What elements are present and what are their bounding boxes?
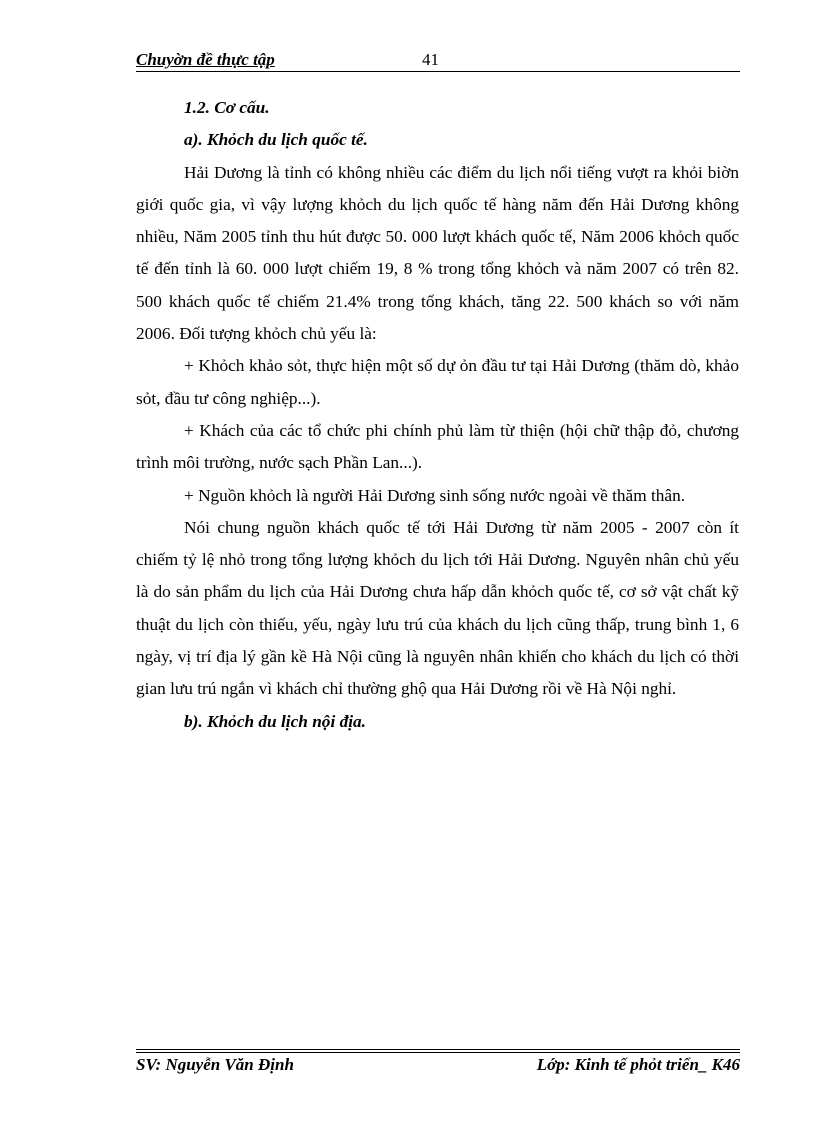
section-heading: 1.2. Cơ cấu. <box>184 98 270 117</box>
paragraph: Nói chung nguồn khách quốc tế tới Hải Dương từ năm 2005 - 2007 còn ít chiếm tỷ lệ nhỏ trong tổng lượng khỏch du lịch tới Hải Dương. Nguyên nhân chủ yếu là do sản phẩm du lịch của Hải Dương chưa hấp dẫn khỏch quốc tế, cơ sở vật chất kỹ thuật du lịch còn thiếu, yếu, ngày lưu trú của khách du lịch cũng thấp, trung bình 1, 6 ngày, vị trí địa lý gần kề Hà Nội cũng là nguyên nhân khiến cho khách du lịch có thời gian lưu trú ngắn vì khách chỉ thường ghộ qua Hải Dương rồi về Hà Nội nghỉ. <box>136 517 739 699</box>
bullet-item: + Khách của các tổ chức phi chính phủ làm từ thiện (hội chữ thập đỏ, chương trình môi trường, nước sạch Phần Lan...). <box>136 420 739 473</box>
bullet-item: + Nguồn khỏch là người Hải Dương sinh sống nước ngoài về thăm thân. <box>184 485 686 505</box>
header-divider <box>136 71 740 72</box>
page-number: 41 <box>422 50 439 69</box>
footer-divider <box>136 1052 740 1053</box>
page-header <box>136 50 740 72</box>
footer-divider <box>136 1049 740 1050</box>
page-footer <box>136 1055 740 1077</box>
bullet-item: + Khỏch khảo sỏt, thực hiện một số dự ỏn đầu tư tại Hải Dương (thăm dò, khảo sỏt, đầu tư công nghiệp...). <box>136 356 739 408</box>
footer-student: SV: Nguyễn Văn Định <box>136 1055 294 1074</box>
footer-class: Lớp: Kinh tế phỏt triển_ K46 <box>536 1055 740 1074</box>
header-title: Chuyờn đề thực tập <box>136 50 275 69</box>
paragraph: Hải Dương là tỉnh có không nhiều các điểm du lịch nổi tiếng vượt ra khỏi biờn giới quốc gia, vì vậy lượng khỏch du lịch quốc tế hàng năm đến Hải Dương không nhiều, Năm 2005 tỉnh thu hút được 50. 000 lượt khách quốc tế, Năm 2006 khỏch quốc tế đến tỉnh là 60. 000 lượt chiếm 19, 8 % trong tổng khỏch và năm 2007 có trên 82. 500 khách quốc tế chiếm 21.4% trong tổng khách, tăng 22. 500 khách so với năm 2006. Đối tượng khỏch chủ yếu là: <box>136 162 739 344</box>
subsection-heading-a: a). Khỏch du lịch quốc tế. <box>184 130 368 150</box>
document-body <box>136 92 739 738</box>
subsection-heading-b: b). Khỏch du lịch nội địa. <box>184 711 366 731</box>
